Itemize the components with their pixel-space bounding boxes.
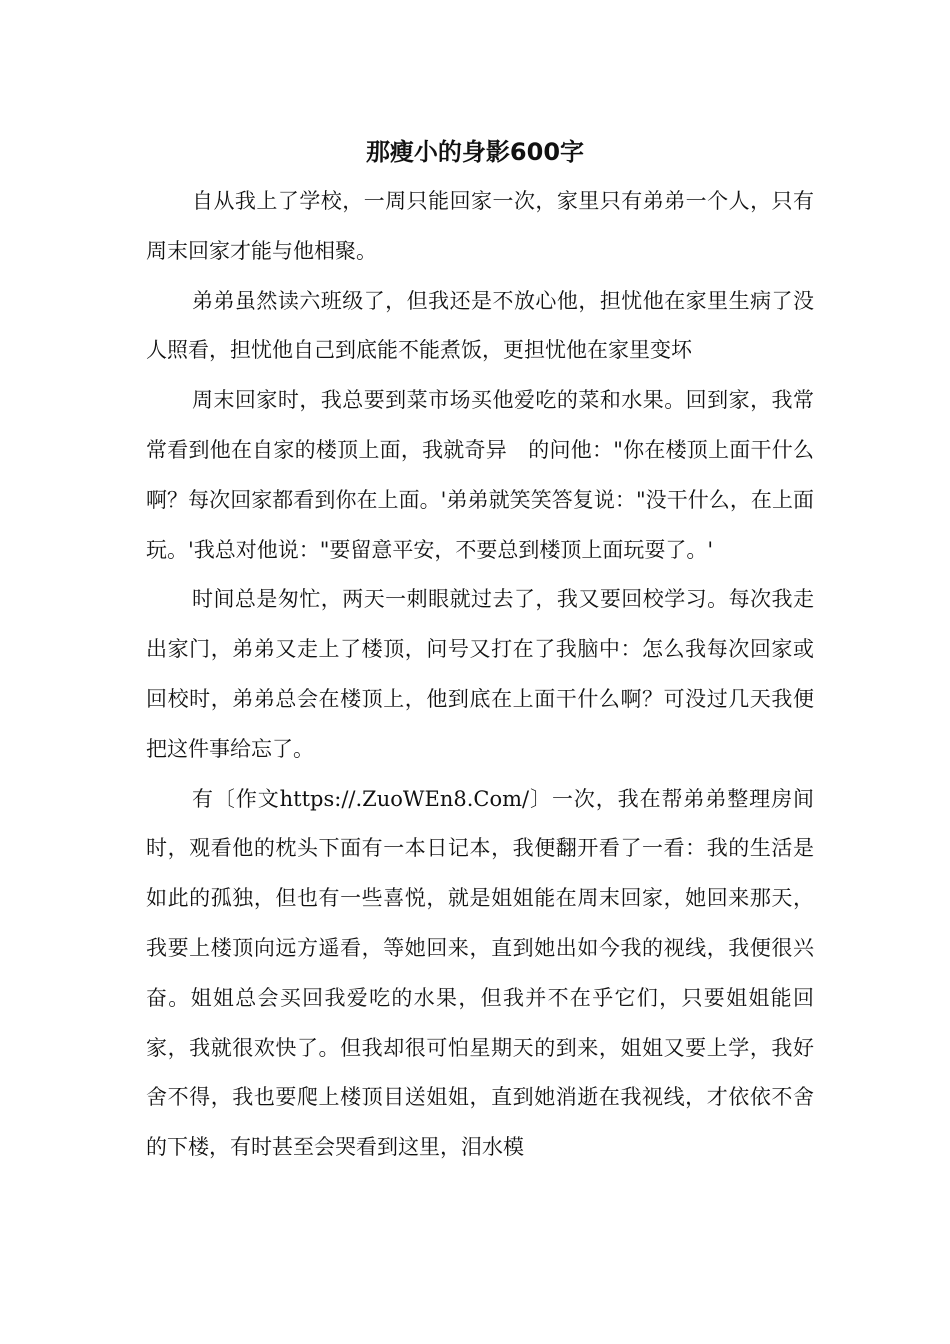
paragraph-5: 有〔作文https://.ZuoWEn8.Com/〕一次，我在帮弟弟整理房间时，观看他的枕头下面有一本日记本，我便翻开看了一看：我的生活是如此的孤独，但也有一些喜悦，就是姐姐能在周末回家，她回来那天，我要上楼顶向远方遥看，等她回来，直到她出如今我的视线，我便很兴奋。姐姐总会买回我爱吃的水果，但我并不在乎它们，只要姐姐能回家，我就很欢快了。但我却很可怕星期天的到来，姐姐又要上学，我好舍不得，我也要爬上楼顶目送姐姐，直到她消逝在我视线，才依依不舍的下楼，有时甚至会哭看到这里，泪水模	[146, 786, 814, 1160]
paragraph-2: 弟弟虽然读六班级了，但我还是不放心他，担忧他在家里生病了没人照看，担忧他自己到底能不能煮饭，更担忧他在家里变坏	[146, 288, 814, 363]
paragraph-4: 时间总是匆忙，两天一刺眼就过去了，我又要回校学习。每次我走出家门，弟弟又走上了楼顶，问号又打在了我脑中：怎么我每次回家或回校时，弟弟总会在楼顶上，他到底在上面干什么啊？可没过几天我便把这件事给忘了。	[146, 587, 814, 761]
document-title: 那瘦小的身影600字	[365, 138, 585, 166]
paragraph-3: 周末回家时，我总要到菜市场买他爱吃的菜和水果。回到家，我常常看到他在自家的楼顶上面，我就奇异 的问他："你在楼顶上面干什么啊？每次回家都看到你在上面。'弟弟就笑笑答复说："没干什么，在上面玩。'我总对他说："要留意平安，不要总到楼顶上面玩耍了。'	[146, 388, 814, 562]
paragraph-1: 自从我上了学校，一周只能回家一次，家里只有弟弟一个人，只有周末回家才能与他相聚。	[146, 189, 814, 263]
document-body	[146, 177, 814, 1173]
